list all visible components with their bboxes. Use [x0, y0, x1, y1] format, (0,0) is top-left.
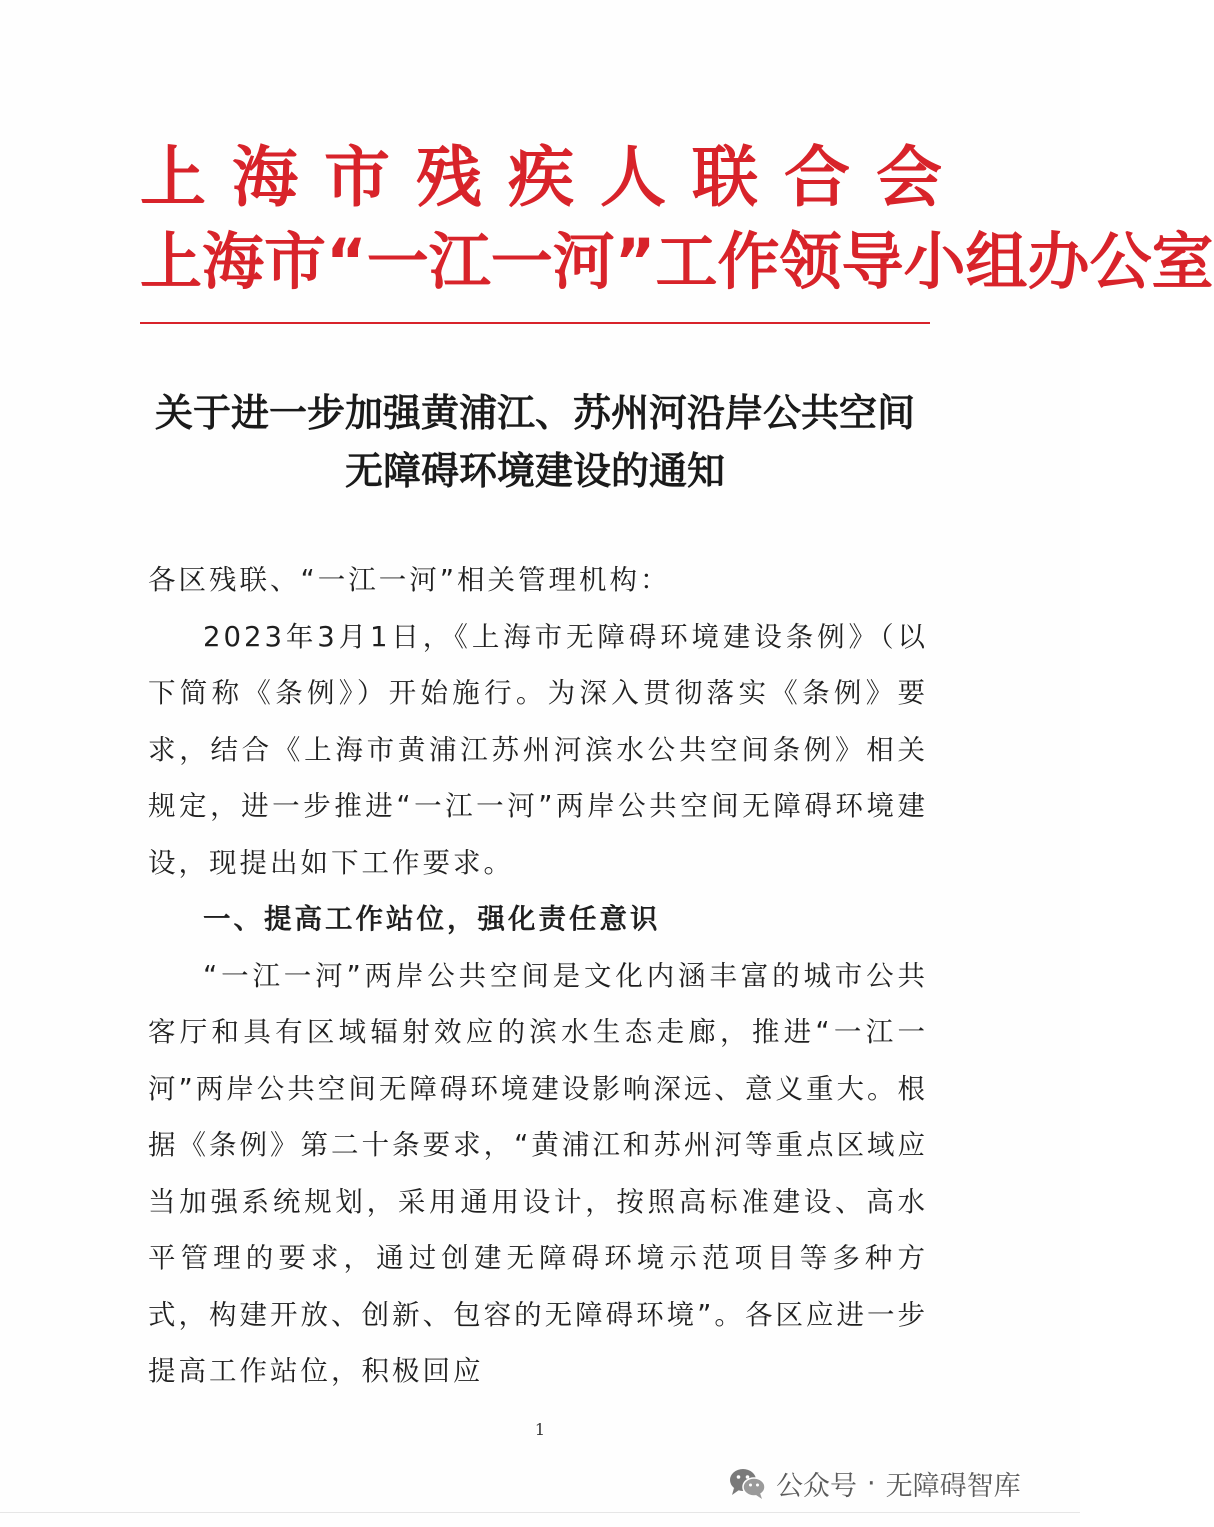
section-heading-1: 一、提高工作站位，强化责任意识: [203, 903, 661, 935]
paragraph-section-1: “一江一河”两岸公共空间是文化内涵丰富的城市公共客厅和具有区域辐射效应的滨水生态走廊，推进“一江一河”两岸公共空间无障碍环境建设影响深远、意义重大。根据《条例》第二十条要求，“黄浦江和苏州河等重点区域应当加强系统规划，采用通用设计，按照高标准建设、高水平管理的要求，通过创建无障碍环境示范项目等多种方式，构建开放、创新、包容的无障碍环境”。各区应进一步提高工作站位，积极回应: [148, 959, 928, 1387]
document-title: [140, 384, 930, 500]
title-line-2: 无障碍环境建设的通知: [344, 448, 725, 493]
watermark-label: 公众号: [776, 1470, 857, 1502]
letterhead-org-line1: 上海市残疾人联合会: [140, 139, 968, 216]
letterhead-divider: [140, 322, 930, 324]
wechat-icon: [728, 1466, 766, 1500]
document-body: [148, 552, 928, 1400]
source-watermark: [728, 1458, 1021, 1508]
page-number: 1: [534, 1420, 546, 1439]
watermark-account: 无障碍智库: [885, 1470, 1021, 1502]
paragraph-intro: 2023年3月1日，《上海市无障碍环境建设条例》（以下简称《条例》）开始施行。为深入贯彻落实《条例》要求，结合《上海市黄浦江苏州河滨水公共空间条例》相关规定，进一步推进“一江一河”两岸公共空间无障碍环境建设，现提出如下工作要求。: [148, 620, 928, 879]
salutation: 各区残联、“一江一河”相关管理机构：: [148, 564, 671, 596]
page-bottom-edge: [0, 1512, 1080, 1513]
letterhead-org-line2: 上海市“一江一河”工作领导小组办公室: [140, 225, 1214, 298]
watermark-separator: ·: [867, 1467, 876, 1499]
title-line-1: 关于进一步加强黄浦江、苏州河沿岸公共空间: [154, 390, 915, 435]
